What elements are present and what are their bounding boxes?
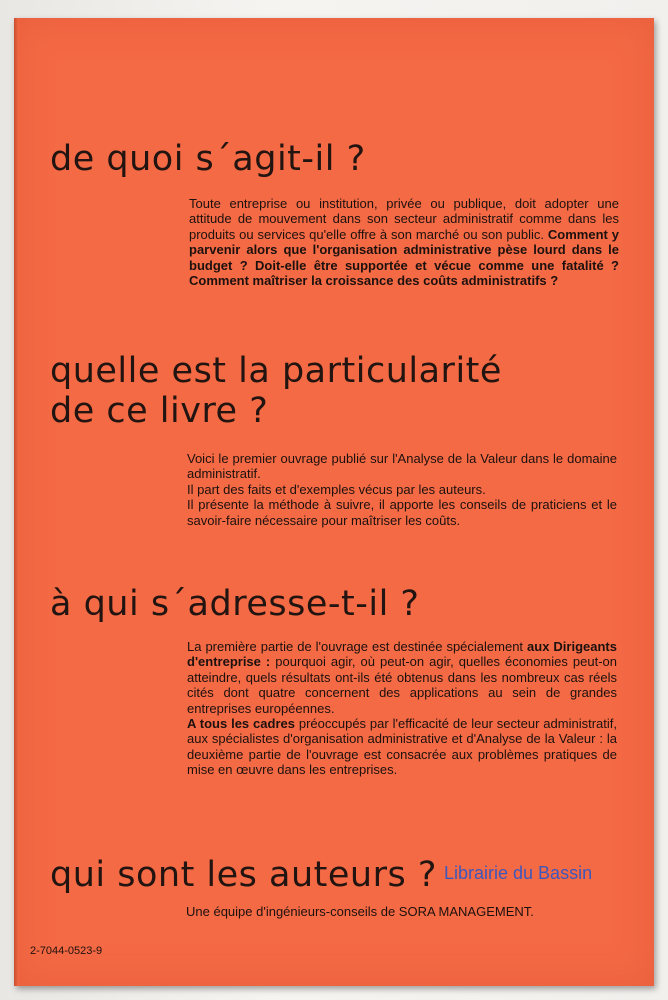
bold-cadres: A tous les cadres [187, 716, 295, 732]
intro-text: La première partie de l'ouvrage est destinée spécialement [187, 639, 528, 654]
heading-a-qui: à qui s´adresse-t-il ? [50, 584, 420, 624]
heading-particularite-line1: quelle est la particularité [50, 351, 502, 391]
cover-spine-edge [14, 18, 19, 986]
paragraph-auteurs: Une équipe d'ingénieurs-conseils de SORA MANAGEMENT. [186, 904, 534, 919]
paragraph-a-qui [187, 639, 617, 778]
isbn-number: 2-7044-0523-9 [30, 945, 103, 957]
paragraph-a-qui-part2 [187, 716, 617, 778]
watermark-text: Librairie du Bassin [444, 863, 593, 883]
paragraph-de-quoi [189, 196, 619, 288]
paragraph-line: Il part des faits et d'exemples vécus par les auteurs. [187, 481, 486, 497]
paragraph-particularite [187, 451, 617, 528]
text-cadres: préoccupés par l'efficacité de leur secteur administratif, aux spécialistes d'organisation administrative et d'Analyse de la Valeur : la deuxième partie de l'ouvrage est consacrée aux problèmes pratiques de mise en œuvre dans les entreprises. [187, 716, 617, 778]
paragraph-a-qui-part1 [187, 639, 617, 716]
paragraph-de-quoi-bold: Comment y parvenir alors que l'organisation administrative pèse lourd dans le budget ? Doit-elle être supportée et vécue comme une fatalité ? Comment maîtriser la croissance des coûts administratifs ? [189, 226, 619, 289]
paragraph-line: Voici le premier ouvrage publié sur l'Analyse de la Valeur dans le domaine administratif. [187, 451, 617, 482]
heading-de-quoi: de quoi s´agit-il ? [50, 139, 366, 179]
bold-dirigeants: aux Dirigeants d'entreprise : [187, 639, 617, 670]
paragraph-de-quoi-text: Toute entreprise ou institution, privée ou publique, doit adopter une attitude de mouvement dans son secteur administratif comme dans les produits ou services qu'elle offre à son marché ou son public. [189, 196, 619, 242]
text-dirigeants: pourquoi agir, où peut-on agir, quelles économies peut-on atteindre, quels résultats ont-ils été obtenus dans les nombreux cas réels cités dont quatre concernent des applications au sein de grandes entreprises européennes. [187, 654, 617, 716]
heading-particularite-line2: de ce livre ? [50, 391, 269, 431]
heading-auteurs: qui sont les auteurs ? [50, 855, 437, 895]
book-back-cover [14, 18, 654, 986]
paragraph-line: Il présente la méthode à suivre, il apporte les conseils de praticiens et le savoir-faire nécessaire pour maîtriser les coûts. [187, 497, 617, 528]
